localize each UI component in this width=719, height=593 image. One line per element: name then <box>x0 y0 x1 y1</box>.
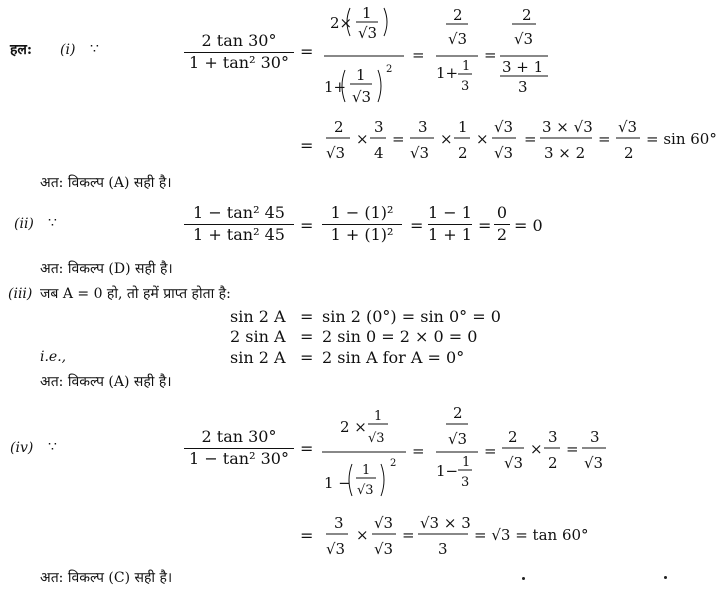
svg-text:√3: √3 <box>368 431 385 446</box>
svg-text:2: 2 <box>508 428 518 446</box>
svg-text:1: 1 <box>462 59 471 74</box>
part-iii-row1-rhs: sin 2 (0°) = sin 0° = 0 <box>322 307 501 326</box>
svg-text:√3: √3 <box>374 540 394 558</box>
svg-text:1: 1 <box>462 455 471 470</box>
svg-text:1−: 1− <box>436 462 459 480</box>
svg-text:=: = <box>484 442 497 460</box>
because-symbol: ∵ <box>48 439 57 455</box>
part-i-conclusion: अत: विकल्प (A) सही है। <box>40 175 172 191</box>
part-ii-step1-numerator: 1 − (1)² <box>330 203 394 222</box>
svg-text:2: 2 <box>522 6 532 24</box>
svg-text:√3: √3 <box>618 118 638 136</box>
part-iii-row3-lhs: sin 2 A <box>230 348 286 367</box>
svg-text:2: 2 <box>453 6 463 24</box>
svg-text:2: 2 <box>334 118 344 136</box>
part-i-lhs-numerator: 2 tan 30° <box>201 31 277 50</box>
svg-text:√3: √3 <box>448 430 468 448</box>
part-ii-step2-denominator: 1 + 1 <box>428 224 472 244</box>
part-ii-step3-denominator: 2 <box>496 224 508 244</box>
svg-text:3: 3 <box>418 118 428 136</box>
part-iv-lhs-numerator: 2 tan 30° <box>201 427 277 446</box>
equals-sign: = <box>300 327 314 346</box>
svg-text:×: × <box>440 130 453 148</box>
part-iv-label: (iv) <box>10 440 34 456</box>
svg-text:×: × <box>530 440 543 458</box>
equals-sign: = <box>300 307 314 326</box>
svg-text:3: 3 <box>518 78 528 96</box>
equals-sign: = <box>300 439 314 458</box>
svg-text:1: 1 <box>374 409 383 424</box>
svg-text:2: 2 <box>390 458 397 469</box>
part-ii-lhs-denominator: 1 + tan² 45 <box>193 224 285 244</box>
svg-text:3 × 2: 3 × 2 <box>544 144 586 162</box>
svg-text:1+: 1+ <box>324 78 347 96</box>
svg-text:2: 2 <box>386 64 393 75</box>
svg-text:= √3 = tan 60°: = √3 = tan 60° <box>474 526 589 544</box>
svg-text:1: 1 <box>356 66 366 84</box>
equals-sign: = <box>478 216 492 235</box>
svg-text:=: = <box>598 130 611 148</box>
part-ii-result: = 0 <box>514 216 543 235</box>
svg-text:=: = <box>402 526 415 544</box>
part-ii-lhs-numerator: 1 − tan² 45 <box>193 203 285 222</box>
svg-text:3 + 1: 3 + 1 <box>502 58 544 76</box>
svg-text:2: 2 <box>548 454 558 472</box>
equals-sign: = <box>410 216 424 235</box>
part-iii-row2-rhs: 2 sin 0 = 2 × 0 = 0 <box>322 327 478 346</box>
because-symbol: ∵ <box>48 215 57 231</box>
svg-text:= sin 60°: = sin 60° <box>646 130 717 148</box>
svg-text:=: = <box>566 440 579 458</box>
svg-text:1: 1 <box>362 4 372 22</box>
part-iii-row1-lhs: sin 2 A <box>230 307 286 326</box>
part-iii-label: (iii) <box>8 286 33 302</box>
stray-dot <box>522 577 525 580</box>
svg-text:1: 1 <box>362 463 371 478</box>
svg-text:√3: √3 <box>352 88 372 106</box>
svg-text:1+: 1+ <box>436 64 459 82</box>
part-ii-conclusion: अत: विकल्प (D) सही है। <box>40 261 173 277</box>
svg-text:×: × <box>476 130 489 148</box>
part-ii-label: (ii) <box>14 216 34 232</box>
part-i-lhs-denominator: 1 + tan² 30° <box>189 52 289 72</box>
svg-text:2: 2 <box>624 144 634 162</box>
svg-text:2×: 2× <box>330 14 353 32</box>
svg-text:1: 1 <box>458 118 468 136</box>
svg-text:√3: √3 <box>514 30 534 48</box>
svg-text:3: 3 <box>461 475 470 490</box>
part-iv-conclusion: अत: विकल्प (C) सही है। <box>40 570 173 586</box>
svg-text:=: = <box>524 130 537 148</box>
stray-dot <box>664 576 667 579</box>
equals-sign: = <box>300 526 314 545</box>
svg-text:2 ×: 2 × <box>340 418 367 436</box>
svg-text:√3: √3 <box>448 30 468 48</box>
svg-text:=: = <box>484 46 497 64</box>
svg-text:√3 × 3: √3 × 3 <box>420 514 471 532</box>
equals-sign: = <box>300 348 314 367</box>
svg-text:√3: √3 <box>504 454 524 472</box>
part-iii-row3-rhs: 2 sin A for A = 0° <box>322 348 465 367</box>
svg-text:√3: √3 <box>584 454 604 472</box>
svg-text:√3: √3 <box>326 144 346 162</box>
equals-sign: = <box>300 136 314 155</box>
svg-text:1 −: 1 − <box>324 474 351 492</box>
svg-text:√3: √3 <box>494 118 514 136</box>
svg-text:=: = <box>412 46 425 64</box>
part-iii-row2-lhs: 2 sin A <box>230 327 286 346</box>
svg-text:√3: √3 <box>358 24 378 42</box>
part-iii-intro: जब A = 0 हो, तो हमें प्राप्त होता है: <box>40 286 231 302</box>
svg-text:=: = <box>412 442 425 460</box>
svg-text:√3: √3 <box>326 540 346 558</box>
part-iii-conclusion: अत: विकल्प (A) सही है। <box>40 374 172 390</box>
svg-text:3: 3 <box>438 540 448 558</box>
svg-text:√3: √3 <box>410 144 430 162</box>
svg-text:×: × <box>356 526 369 544</box>
equals-sign: = <box>300 216 314 235</box>
part-iv-lhs-denominator: 1 − tan² 30° <box>189 448 289 468</box>
svg-text:=: = <box>392 130 405 148</box>
hal-label: हल: <box>10 42 33 58</box>
part-iii-ie: i.e., <box>40 349 67 365</box>
svg-text:3: 3 <box>461 79 470 94</box>
svg-text:√3: √3 <box>374 514 394 532</box>
svg-text:√3: √3 <box>494 144 514 162</box>
part-i-label: (i) <box>60 42 76 58</box>
svg-text:2: 2 <box>458 144 468 162</box>
because-symbol: ∵ <box>90 41 99 57</box>
svg-text:√3: √3 <box>357 483 374 498</box>
svg-text:3 × √3: 3 × √3 <box>542 118 593 136</box>
part-ii-step3-numerator: 0 <box>496 203 508 222</box>
equals-sign: = <box>300 42 314 61</box>
svg-text:3: 3 <box>590 428 600 446</box>
part-ii-step1-denominator: 1 + (1)² <box>330 224 394 244</box>
svg-text:3: 3 <box>334 514 344 532</box>
svg-text:×: × <box>356 130 369 148</box>
svg-text:4: 4 <box>374 144 384 162</box>
svg-text:3: 3 <box>548 428 558 446</box>
svg-text:3: 3 <box>374 118 384 136</box>
part-ii-step2-numerator: 1 − 1 <box>428 203 472 222</box>
svg-text:2: 2 <box>453 404 463 422</box>
